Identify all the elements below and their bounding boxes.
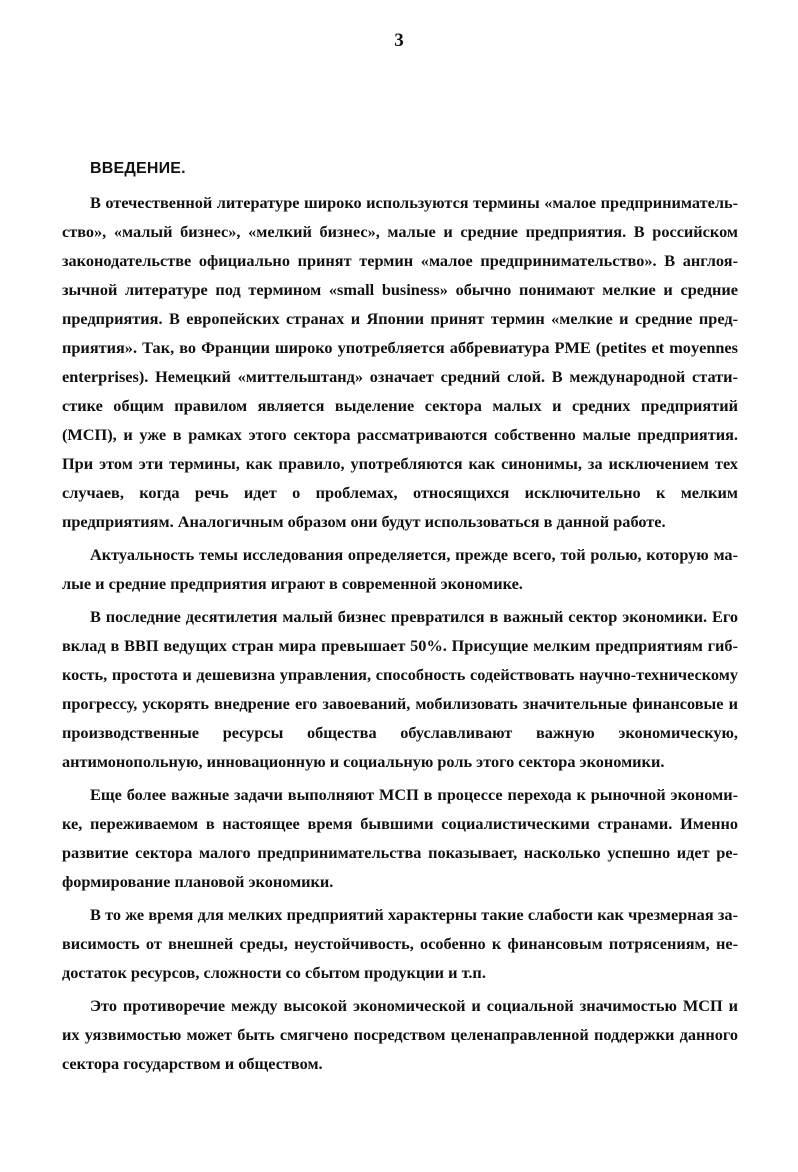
section-heading: ВВЕДЕНИЕ. xyxy=(90,160,186,177)
paragraph-relevance: Актуальность темы исследования определяется, прежде всего, той ролью, которую малые и средние предприятия играют в современной экономике. xyxy=(62,545,738,593)
paragraph-support: Это противоречие между высокой экономической и социальной значимостью МСП и их уязвимостью может быть смягчено посредством целенаправленной поддержки данного сектора государством и обществом. xyxy=(62,996,738,1073)
paragraph-transition: Еще более важные задачи выполняют МСП в процессе перехода к рыночной экономике, переживаемом в настоящее время бывшими социалистическими странами. Именно развитие сектора малого предпринимательства показывает, насколько успешно идет реформирование плановой экономики. xyxy=(62,785,738,891)
paragraph-economic-role: В последние десятилетия малый бизнес превратился в важный сектор экономики. Его вклад в ВВП ведущих стран мира превышает 50%. Присущие мелким предприятиям гибкость, простота и дешевизна управления, способность содействовать научно-техническому прогрессу, ускорять внедрение его завоеваний, мобилизовать значительные финансовые и производственные ресурсы общества обуславливают важную экономическую, антимонопольную, инновационную и социальную роль этого сектора экономики. xyxy=(62,607,738,771)
paragraph-weaknesses: В то же время для мелких предприятий характерны такие слабости как чрезмерная зависимость от внешней среды, неустойчивость, особенно к финансовым потрясениям, недостаток ресурсов, сложности со сбытом продукции и т.п. xyxy=(62,905,738,982)
paragraph-terms: В отечественной литературе широко используются термины «малое предпринимательство», «малый бизнес», «мелкий бизнес», малые и средние предприятия. В российском законодательстве официально принят термин «малое предпринимательство». В англоязычной литературе под термином «small business» обычно понимают мелкие и средние предприятия. В европейских странах и Японии принят термин «мелкие и средние предприятия». Так, во Франции широко употребляется аббревиатура PME (petites et moyennes enterprises). Немецкий «миттельштанд» означает средний слой. В международной статистике общим правилом является выделение сектора малых и средних предприятий (МСП), и уже в рамках этого сектора рассматриваются собственно малые предприятия. При этом эти термины, как правило, употребляются как синонимы, за исключением тех случаев, когда речь идет о проблемах, относящихся исключительно к мелким предприятиям. Аналогичным образом они будут использоваться в данной работе. xyxy=(62,193,738,531)
section-body xyxy=(62,188,738,1082)
page-number: 3 xyxy=(394,30,404,51)
